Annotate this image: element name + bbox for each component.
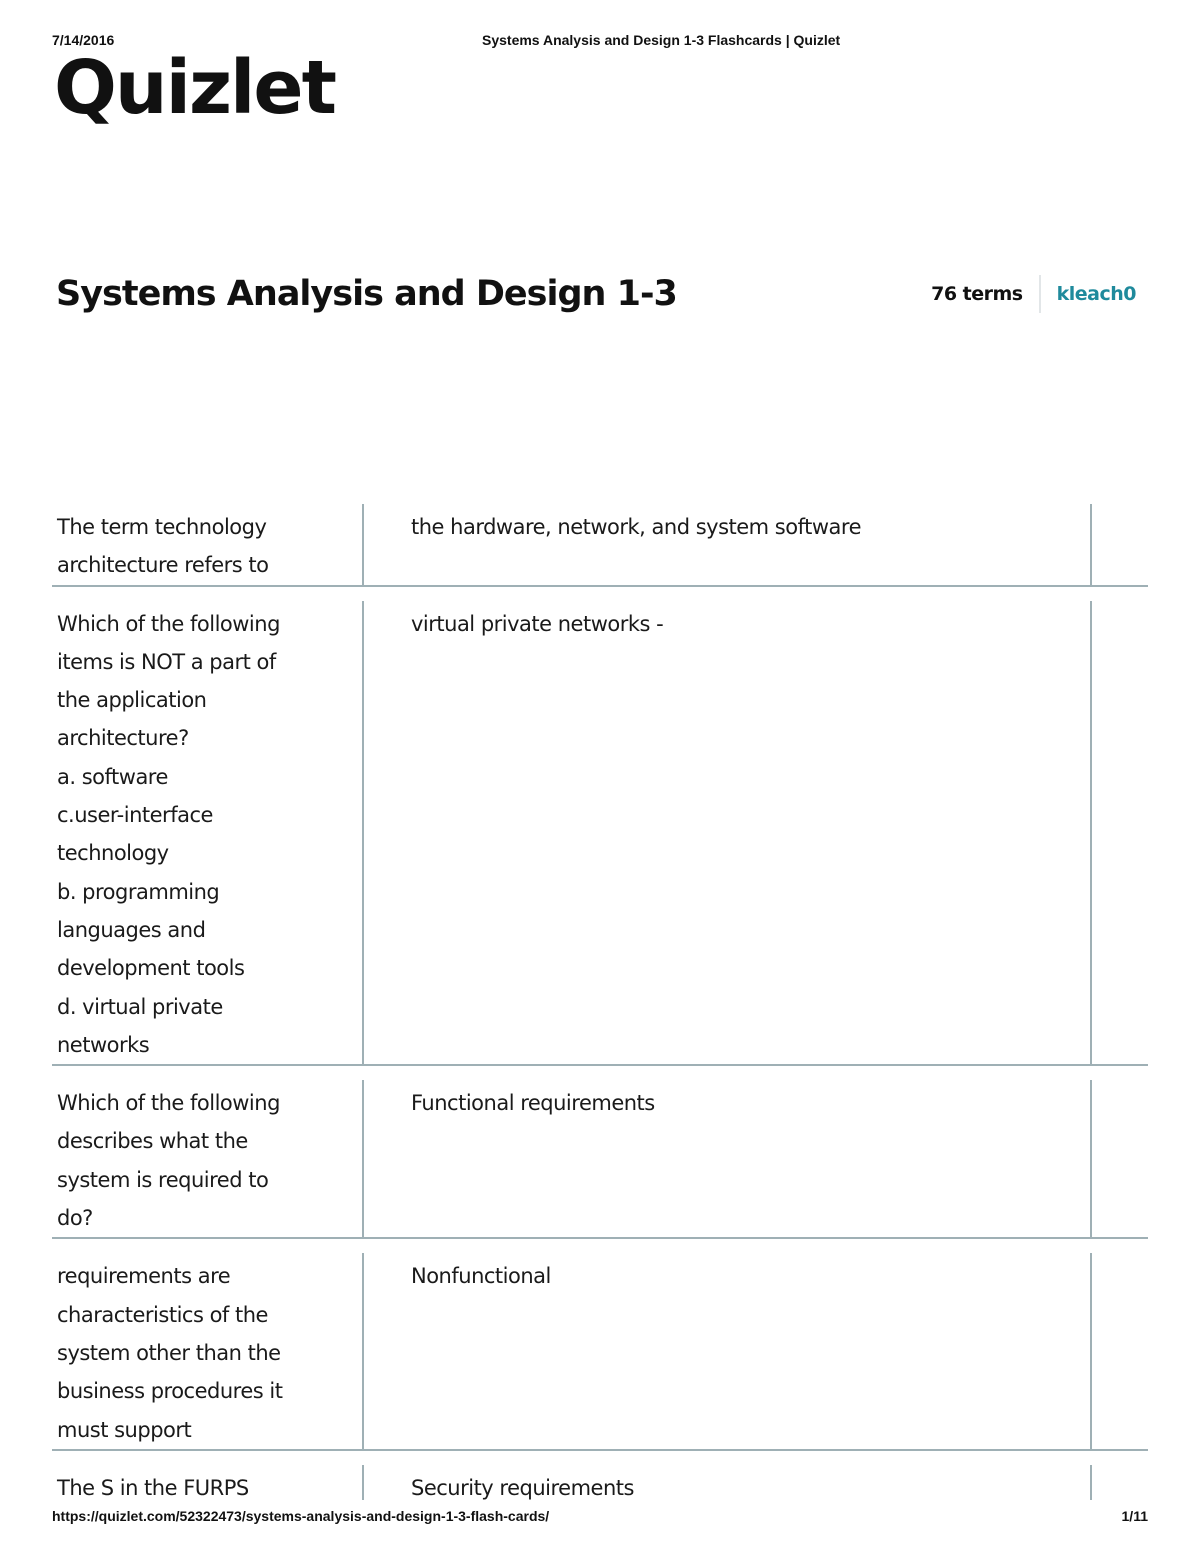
flashcard-row <box>52 601 1148 1067</box>
flashcard-row <box>52 1080 1148 1239</box>
flashcard-row <box>52 504 1148 587</box>
page-number: 1/11 <box>1121 1508 1148 1524</box>
flashcard-list <box>52 504 1148 1500</box>
print-url: https://quizlet.com/52322473/systems-analysis-and-design-1-3-flash-cards/ <box>52 1508 550 1524</box>
card-term: The S in the FURPS <box>52 1465 364 1500</box>
card-term: Which of the following describes what the system is required to do? <box>52 1080 364 1237</box>
card-definition: Nonfunctional <box>364 1253 1092 1448</box>
card-definition: Functional requirements <box>364 1080 1092 1237</box>
print-date: 7/14/2016 <box>52 32 115 48</box>
set-title: Systems Analysis and Design 1-3 <box>56 274 677 314</box>
flashcard-row <box>52 1253 1148 1450</box>
card-definition: Security requirements <box>364 1465 1092 1500</box>
author-link[interactable]: kleach0 <box>1056 283 1136 305</box>
term-count: 76 terms <box>931 283 1023 305</box>
card-term: The term technology architecture refers to <box>52 504 364 585</box>
flashcard-row <box>52 1465 1148 1500</box>
card-term: requirements are characteristics of the system other than the business procedures it must support <box>52 1253 364 1448</box>
quizlet-logo[interactable]: Quizlet <box>54 45 335 131</box>
set-meta <box>931 274 1136 314</box>
card-term: Which of the following items is NOT a part of the application architecture? a. software c.user-interface technology b. programming languages and development tools d. virtual private networks <box>52 601 364 1065</box>
print-page-title: Systems Analysis and Design 1-3 Flashcards | Quizlet <box>482 32 841 48</box>
card-definition: virtual private networks - <box>364 601 1092 1065</box>
card-definition: the hardware, network, and system software <box>364 504 1092 585</box>
